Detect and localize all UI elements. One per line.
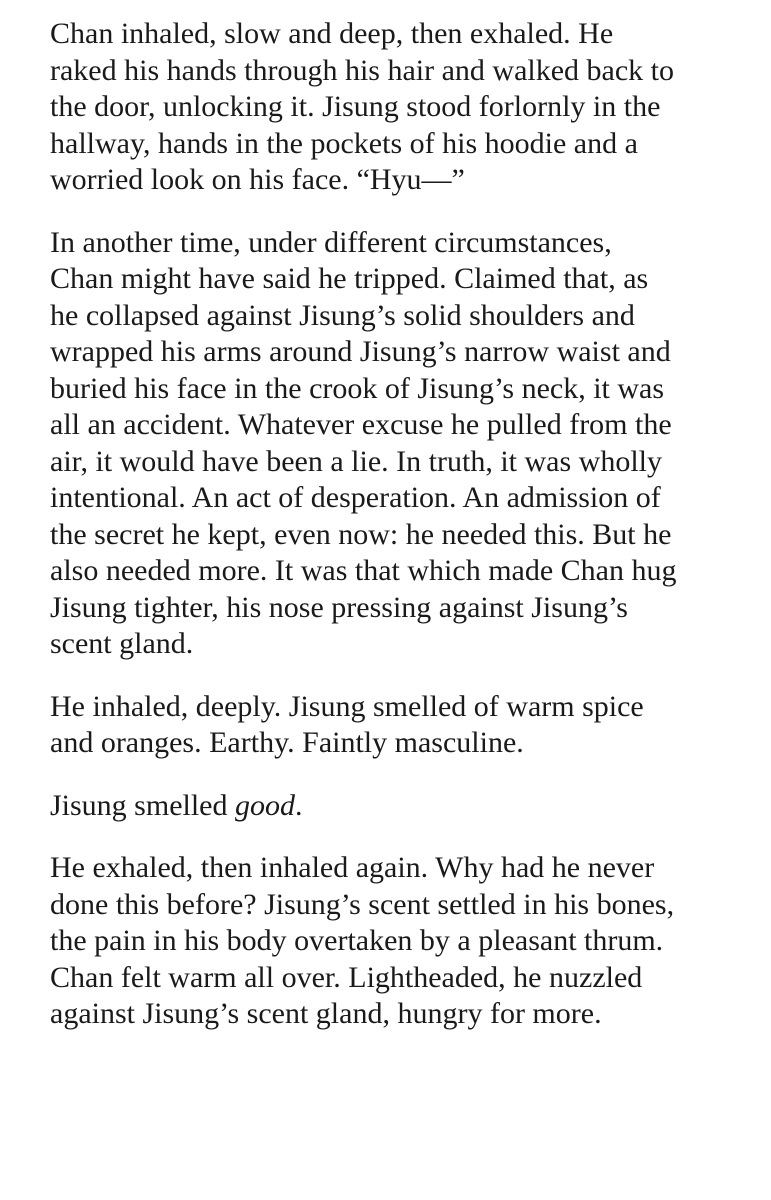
text-line: buried his face in the crook of Jisung’s neck, it was — [50, 371, 665, 405]
text-line: the pain in his body overtaken by a pleasant thrum. — [50, 924, 664, 957]
text-line: hallway, hands in the pockets of his hoodie and a — [50, 126, 638, 160]
text-line: Chan inhaled, slow and deep, then exhaled. He — [50, 17, 614, 50]
text-line: He exhaled, then inhaled again. Why had he never — [50, 851, 655, 884]
text-line: and oranges. Earthy. Faintly masculine. — [50, 726, 524, 759]
paragraph-3 — [50, 689, 751, 762]
text-lead: Jisung smelled — [50, 788, 235, 822]
text-line: He inhaled, deeply. Jisung smelled of warm spice — [50, 689, 644, 723]
text-line: Chan might have said he tripped. Claimed that, as — [50, 262, 649, 295]
text-line: intentional. An act of desperation. An admission of — [50, 481, 661, 514]
paragraph-2 — [50, 225, 751, 663]
text-line: wrapped his arms around Jisung’s narrow waist and — [50, 335, 671, 368]
text-line: all an accident. Whatever excuse he pulled from the — [50, 408, 672, 441]
paragraph-5 — [50, 850, 751, 1033]
text-trail: . — [295, 788, 303, 822]
paragraph-4 — [50, 788, 751, 825]
text-line: raked his hands through his hair and walked back to — [50, 53, 675, 87]
text-line: air, it would have been a lie. In truth, it was wholly — [50, 444, 662, 478]
text-line: against Jisung’s scent gland, hungry for more. — [50, 997, 602, 1030]
text-line: the door, unlocking it. Jisung stood forlornly in the — [50, 90, 661, 123]
text-line: In another time, under different circumstances, — [50, 225, 612, 259]
text-line: scent gland. — [50, 627, 194, 660]
text-line: he collapsed against Jisung’s solid shoulders and — [50, 298, 635, 332]
text-line: worried look on his face. “Hyu—” — [50, 163, 465, 196]
paragraph-1 — [50, 16, 751, 199]
text-line: done this before? Jisung’s scent settled in his bones, — [50, 887, 675, 921]
text-line: the secret he kept, even now: he needed this. But he — [50, 517, 672, 551]
text-line: Jisung tighter, his nose pressing against Jisung’s — [50, 590, 628, 624]
text-line — [50, 788, 751, 825]
emphasis-text: good — [235, 788, 295, 822]
text-line: Chan felt warm all over. Lightheaded, he nuzzled — [50, 960, 643, 994]
text-line: also needed more. It was that which made Chan hug — [50, 554, 677, 587]
